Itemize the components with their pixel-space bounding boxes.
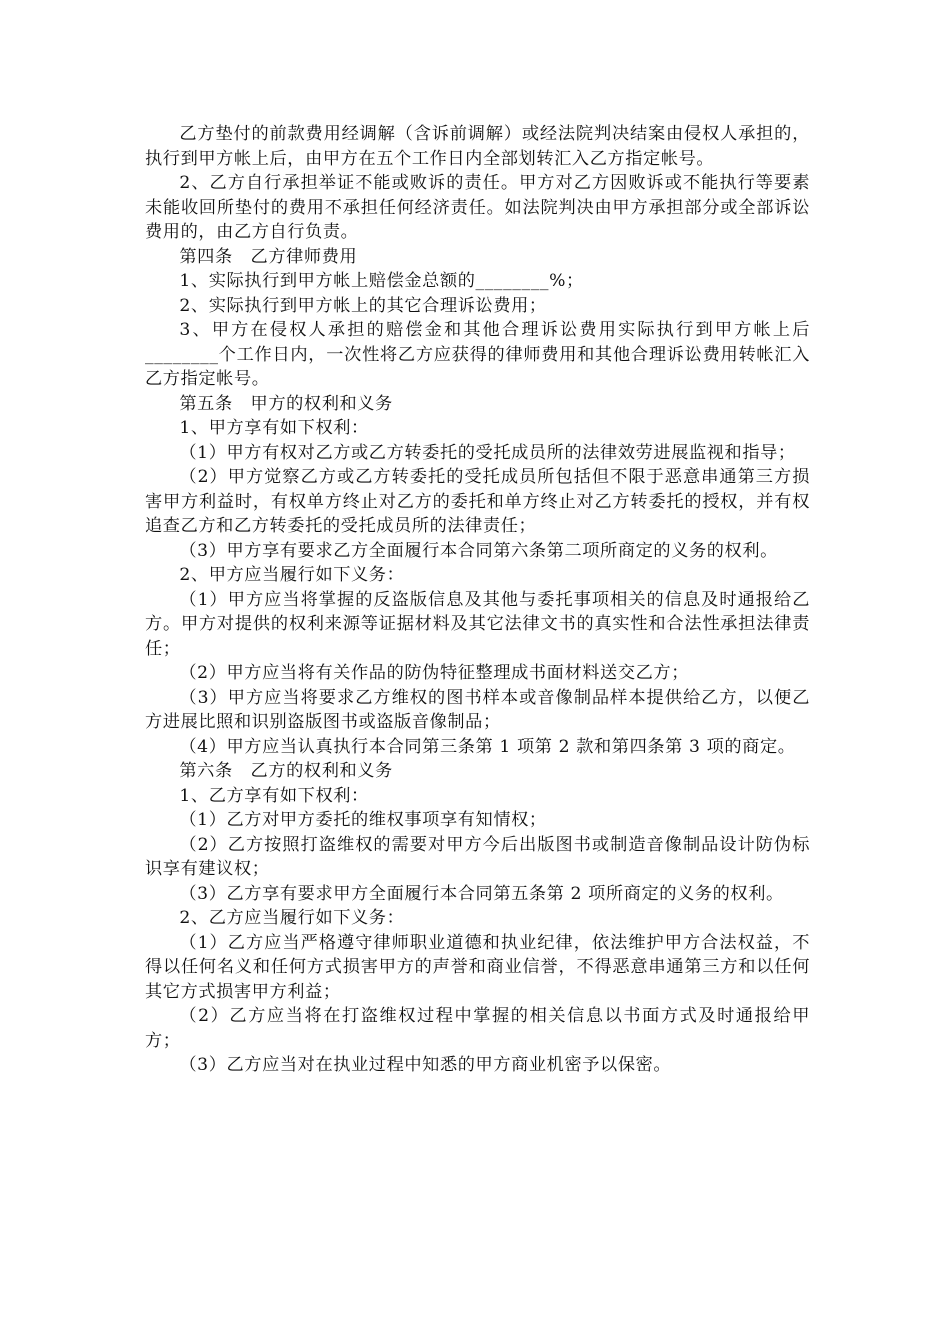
- article-5-duty-4: （4）甲方应当认真执行本合同第三条第 1 项第 2 款和第四条第 3 项的商定。: [179, 736, 796, 757]
- article-5-duties-heading: 2、甲方应当履行如下义务：: [179, 565, 405, 585]
- article-5-right-1: （1）甲方有权对乙方或乙方转委托的受托成员所的法律效劳进展监视和指导；: [179, 442, 796, 463]
- article-6-right-1: （1）乙方对甲方委托的维权事项享有知情权；: [179, 810, 547, 830]
- article-6-right-3: （3）乙方享有要求甲方全面履行本合同第五条第 2 项所商定的义务的权利。: [179, 883, 784, 904]
- article-5-right-2: （2）甲方觉察乙方或乙方转委托的受托成员所包括但不限于恶意串通第三方损害甲方利益时，有权单方终止对乙方的委托和单方终止对乙方转委托的授权，并有权追查乙方和乙方转委托的受托成员所的法律责任；: [145, 467, 810, 536]
- article-5-rights-heading: 1、甲方享有如下权利：: [179, 418, 369, 438]
- document-page: [145, 122, 810, 1078]
- article-6-right-2: （2）乙方按照打盗维权的需要对甲方今后出版图书或制造音像制品设计防伪标识享有建议权；: [145, 834, 810, 879]
- article-6-duty-2: （2）乙方应当将在打盗维权过程中掌握的相关信息以书面方式及时通报给甲方；: [145, 1006, 810, 1051]
- paragraph-advance-fee-settlement: 乙方垫付的前款费用经调解（含诉前调解）或经法院判决结案由侵权人承担的，执行到甲方帐上后，由甲方在五个工作日内全部划转汇入乙方指定帐号。: [145, 124, 810, 169]
- article-6-rights-heading: 1、乙方享有如下权利：: [179, 785, 369, 806]
- article-5-right-3: （3）甲方享有要求乙方全面履行本合同第六条第二项所商定的义务的权利。: [179, 540, 778, 561]
- article-5-duty-3: （3）甲方应当将要求乙方维权的图书样本或音像制品样本提供给乙方，以便乙方进展比照和识别盗版图书或盗版音像制品；: [145, 687, 810, 732]
- article-6-duty-1: （1）乙方应当严格遵守律师职业道德和执业纪律，依法维护甲方合法权益，不得以任何名义和任何方式损害甲方的声誉和商业信誉，不得恶意串通第三方和以任何其它方式损害甲方利益；: [145, 932, 810, 1002]
- article-6-duties-heading: 2、乙方应当履行如下义务：: [179, 908, 405, 928]
- article-5-heading: 第五条 甲方的权利和义务: [179, 393, 393, 414]
- article-6-heading: 第六条 乙方的权利和义务: [179, 761, 393, 781]
- article-4-heading: 第四条 乙方律师费用: [179, 246, 358, 267]
- paragraph-burden-of-proof: 2、乙方自行承担举证不能或败诉的责任。甲方对乙方因败诉或不能执行等要素未能收回所垫付的费用不承担任何经济责任。如法院判决由甲方承担部分或全部诉讼费用的，由乙方自行负责。: [145, 173, 810, 242]
- article-6-duty-3: （3）乙方应当对在执业过程中知悉的甲方商业机密予以保密。: [179, 1055, 672, 1075]
- article-4-item-2: 2、实际执行到甲方帐上的其它合理诉讼费用；: [179, 295, 547, 316]
- article-5-duty-2: （2）甲方应当将有关作品的防伪特征整理成书面材料送交乙方；: [179, 663, 689, 683]
- article-4-item-1: 1、实际执行到甲方帐上赔偿金总额的________%；: [179, 271, 584, 291]
- article-4-item-3: 3、甲方在侵权人承担的赔偿金和其他合理诉讼费用实际执行到甲方帐上后________个工作日内，一次性将乙方应获得的律师费用和其他合理诉讼费用转帐汇入乙方指定帐号。: [145, 320, 810, 389]
- article-5-duty-1: （1）甲方应当将掌握的反盗版信息及其他与委托事项相关的信息及时通报给乙方。甲方对提供的权利来源等证据材料及其它法律文书的真实性和合法性承担法律责任；: [145, 589, 810, 659]
